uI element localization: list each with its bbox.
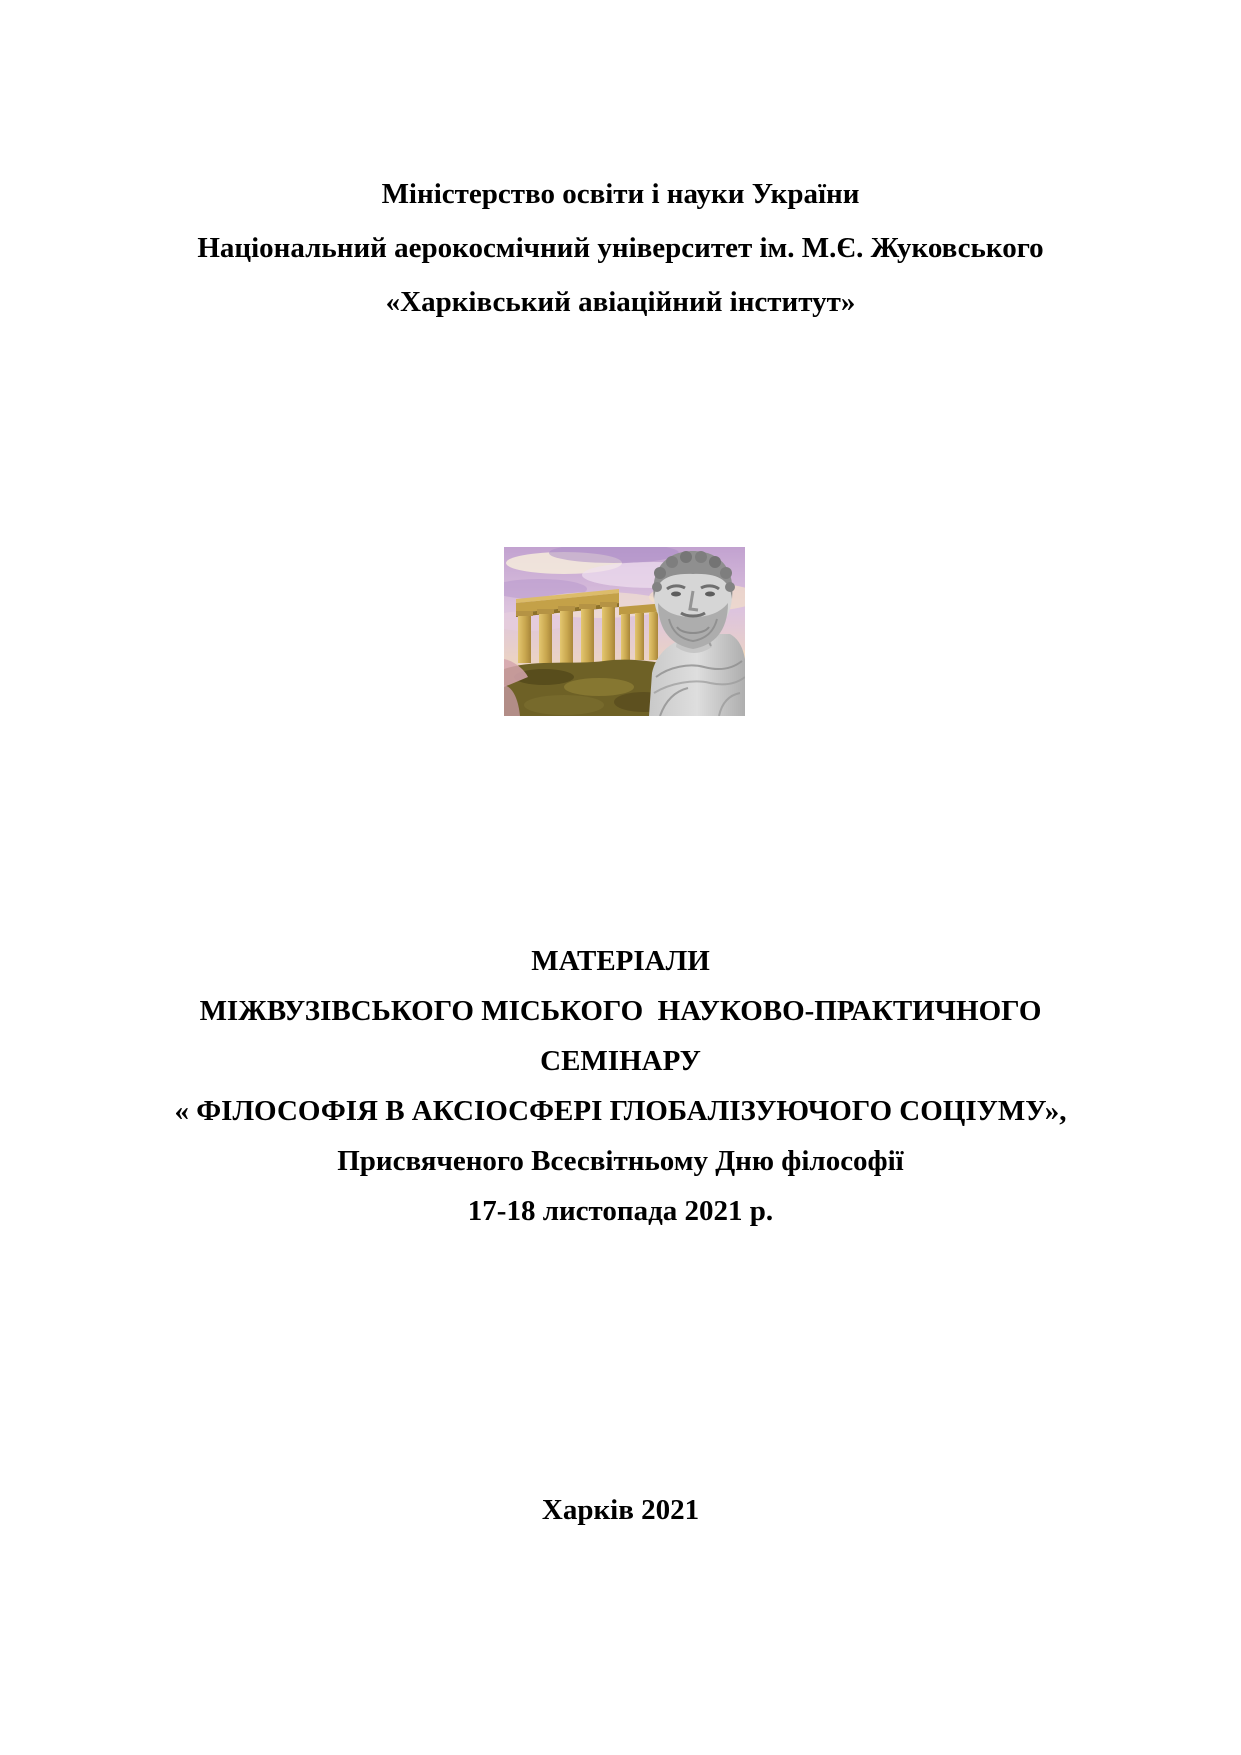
seminar-type-line: МІЖВУЗІВСЬКОГО МІСЬКОГО НАУКОВО-ПРАКТИЧНОГО xyxy=(199,995,1042,1027)
aristotle-temple-image xyxy=(504,547,745,716)
seminar-word-line: СЕМІНАРУ xyxy=(540,1045,701,1077)
ministry-line: Міністерство освіти і науки України xyxy=(381,178,860,210)
materials-heading: МАТЕРІАЛИ xyxy=(531,945,710,977)
institute-line: «Харківський авіаційний інститут» xyxy=(385,286,856,318)
header-block xyxy=(0,167,1241,329)
aristotle-temple-illustration xyxy=(504,547,745,716)
date-line: 17-18 листопада 2021 р. xyxy=(467,1195,774,1227)
seminar-title-block xyxy=(0,936,1241,1236)
university-line: Національний аерокосмічний університет ім. М.Є. Жуковського xyxy=(197,232,1044,264)
city-year-line: Харків 2021 xyxy=(541,1494,700,1526)
dedication-line: Присвяченого Всесвітньому Дню філософії xyxy=(337,1145,904,1177)
seminar-theme-line: « ФІЛОСОФІЯ В АКСІОСФЕРІ ГЛОБАЛІЗУЮЧОГО СОЦІУМУ», xyxy=(174,1095,1067,1127)
